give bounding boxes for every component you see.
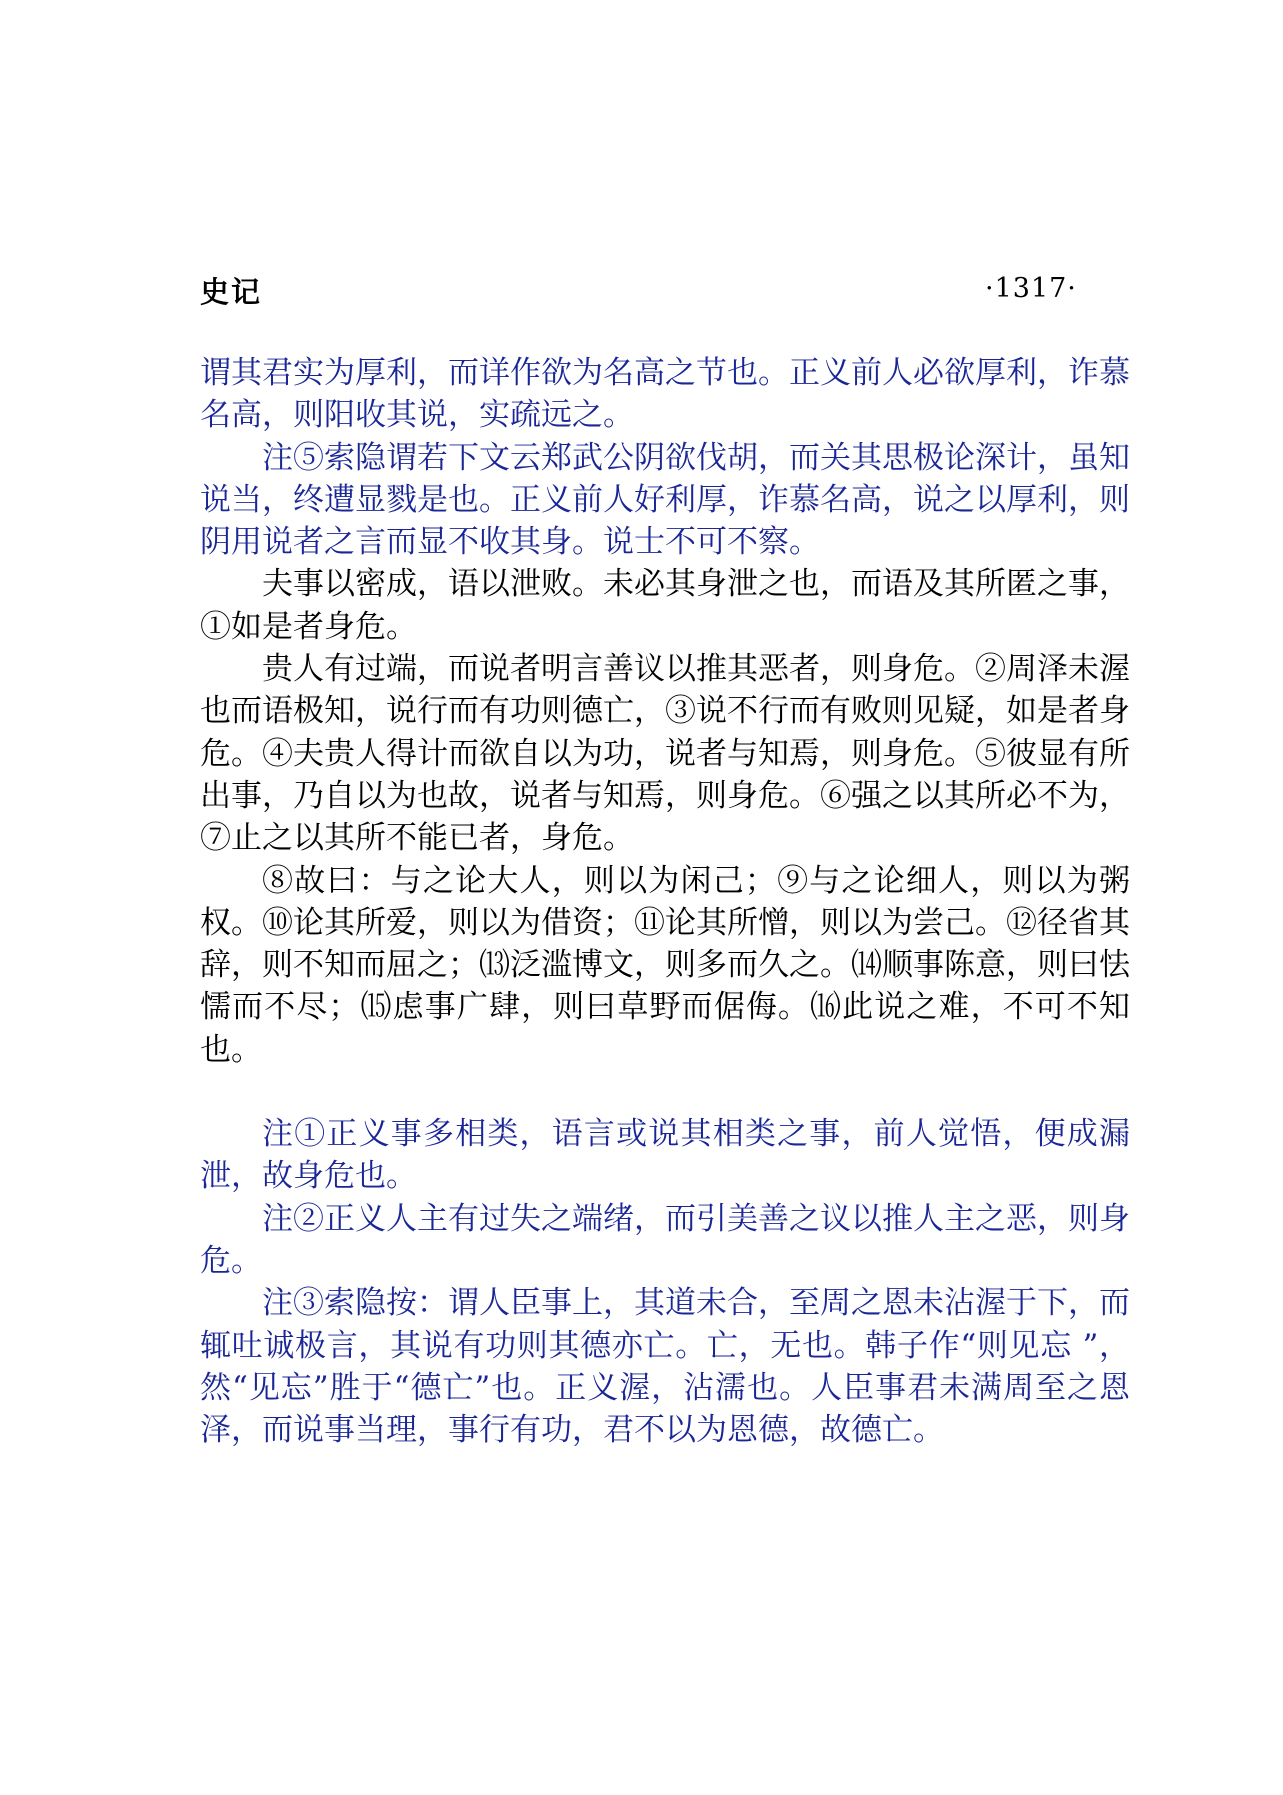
note-5: 注⑤索隐谓若下文云郑武公阴欲伐胡，而关其思极论深计，虽知说当，终遭显戮是也。正义前人好利厚，诈慕名高，说之以厚利，则阴用说者之言而显不收其身。说士不可不察。	[200, 439, 1130, 561]
book-title: 史记	[200, 275, 263, 309]
main-text-paragraph: 贵人有过端，而说者明言善议以推其恶者，则身危。②周泽未渥也而语极知，说行而有功则德亡，③说不行而有败则见疑，如是者身危。④夫贵人得计而欲自以为功，说者与知焉，则身危。⑤彼显有所出事，乃自以为也故，说者与知焉，则身危。⑥强之以其所必不为，⑦止之以其所不能已者，身危。	[200, 651, 1130, 857]
page-body	[200, 352, 1130, 1451]
note-1: 注①正义事多相类，语言或说其相类之事，前人觉悟，便成漏泄，故身危也。	[200, 1116, 1130, 1195]
paragraph-gap	[200, 1071, 1130, 1113]
note-3: 注③索隐按：谓人臣事上，其道未合，至周之恩未沾渥于下，而辄吐诚极言，其说有功则其德亦亡。亡，无也。韩子作“则见忘 ”，然“见忘”胜于“德亡”也。正义渥，沾濡也。人臣事君未满周至之恩泽，而说事当理，事行有功，君不以为恩德，故德亡。	[200, 1285, 1130, 1449]
note-2: 注②正义人主有过失之端绪，而引美善之议以推人主之恶，则身危。	[200, 1200, 1130, 1279]
main-text-paragraph: 夫事以密成，语以泄败。未必其身泄之也，而语及其所匿之事，①如是者身危。	[200, 566, 1130, 645]
page-number: ·1317·	[985, 273, 1077, 304]
note-continuation: 谓其君实为厚利，而详作欲为名高之节也。正义前人必欲厚利，诈慕名高，则阳收其说，实疏远之。	[200, 355, 1130, 434]
main-text-paragraph: ⑧故曰：与之论大人，则以为闲己；⑨与之论细人，则以为粥权。⑩论其所爱，则以为借资；⑪论其所憎，则以为尝己。⑫径省其辞，则不知而屈之；⒀泛滥博文，则多而久之。⒁顺事陈意，则曰怯懦而不尽；⒂虑事广肆，则曰草野而倨侮。⒃此说之难，不可不知也。	[200, 862, 1130, 1068]
